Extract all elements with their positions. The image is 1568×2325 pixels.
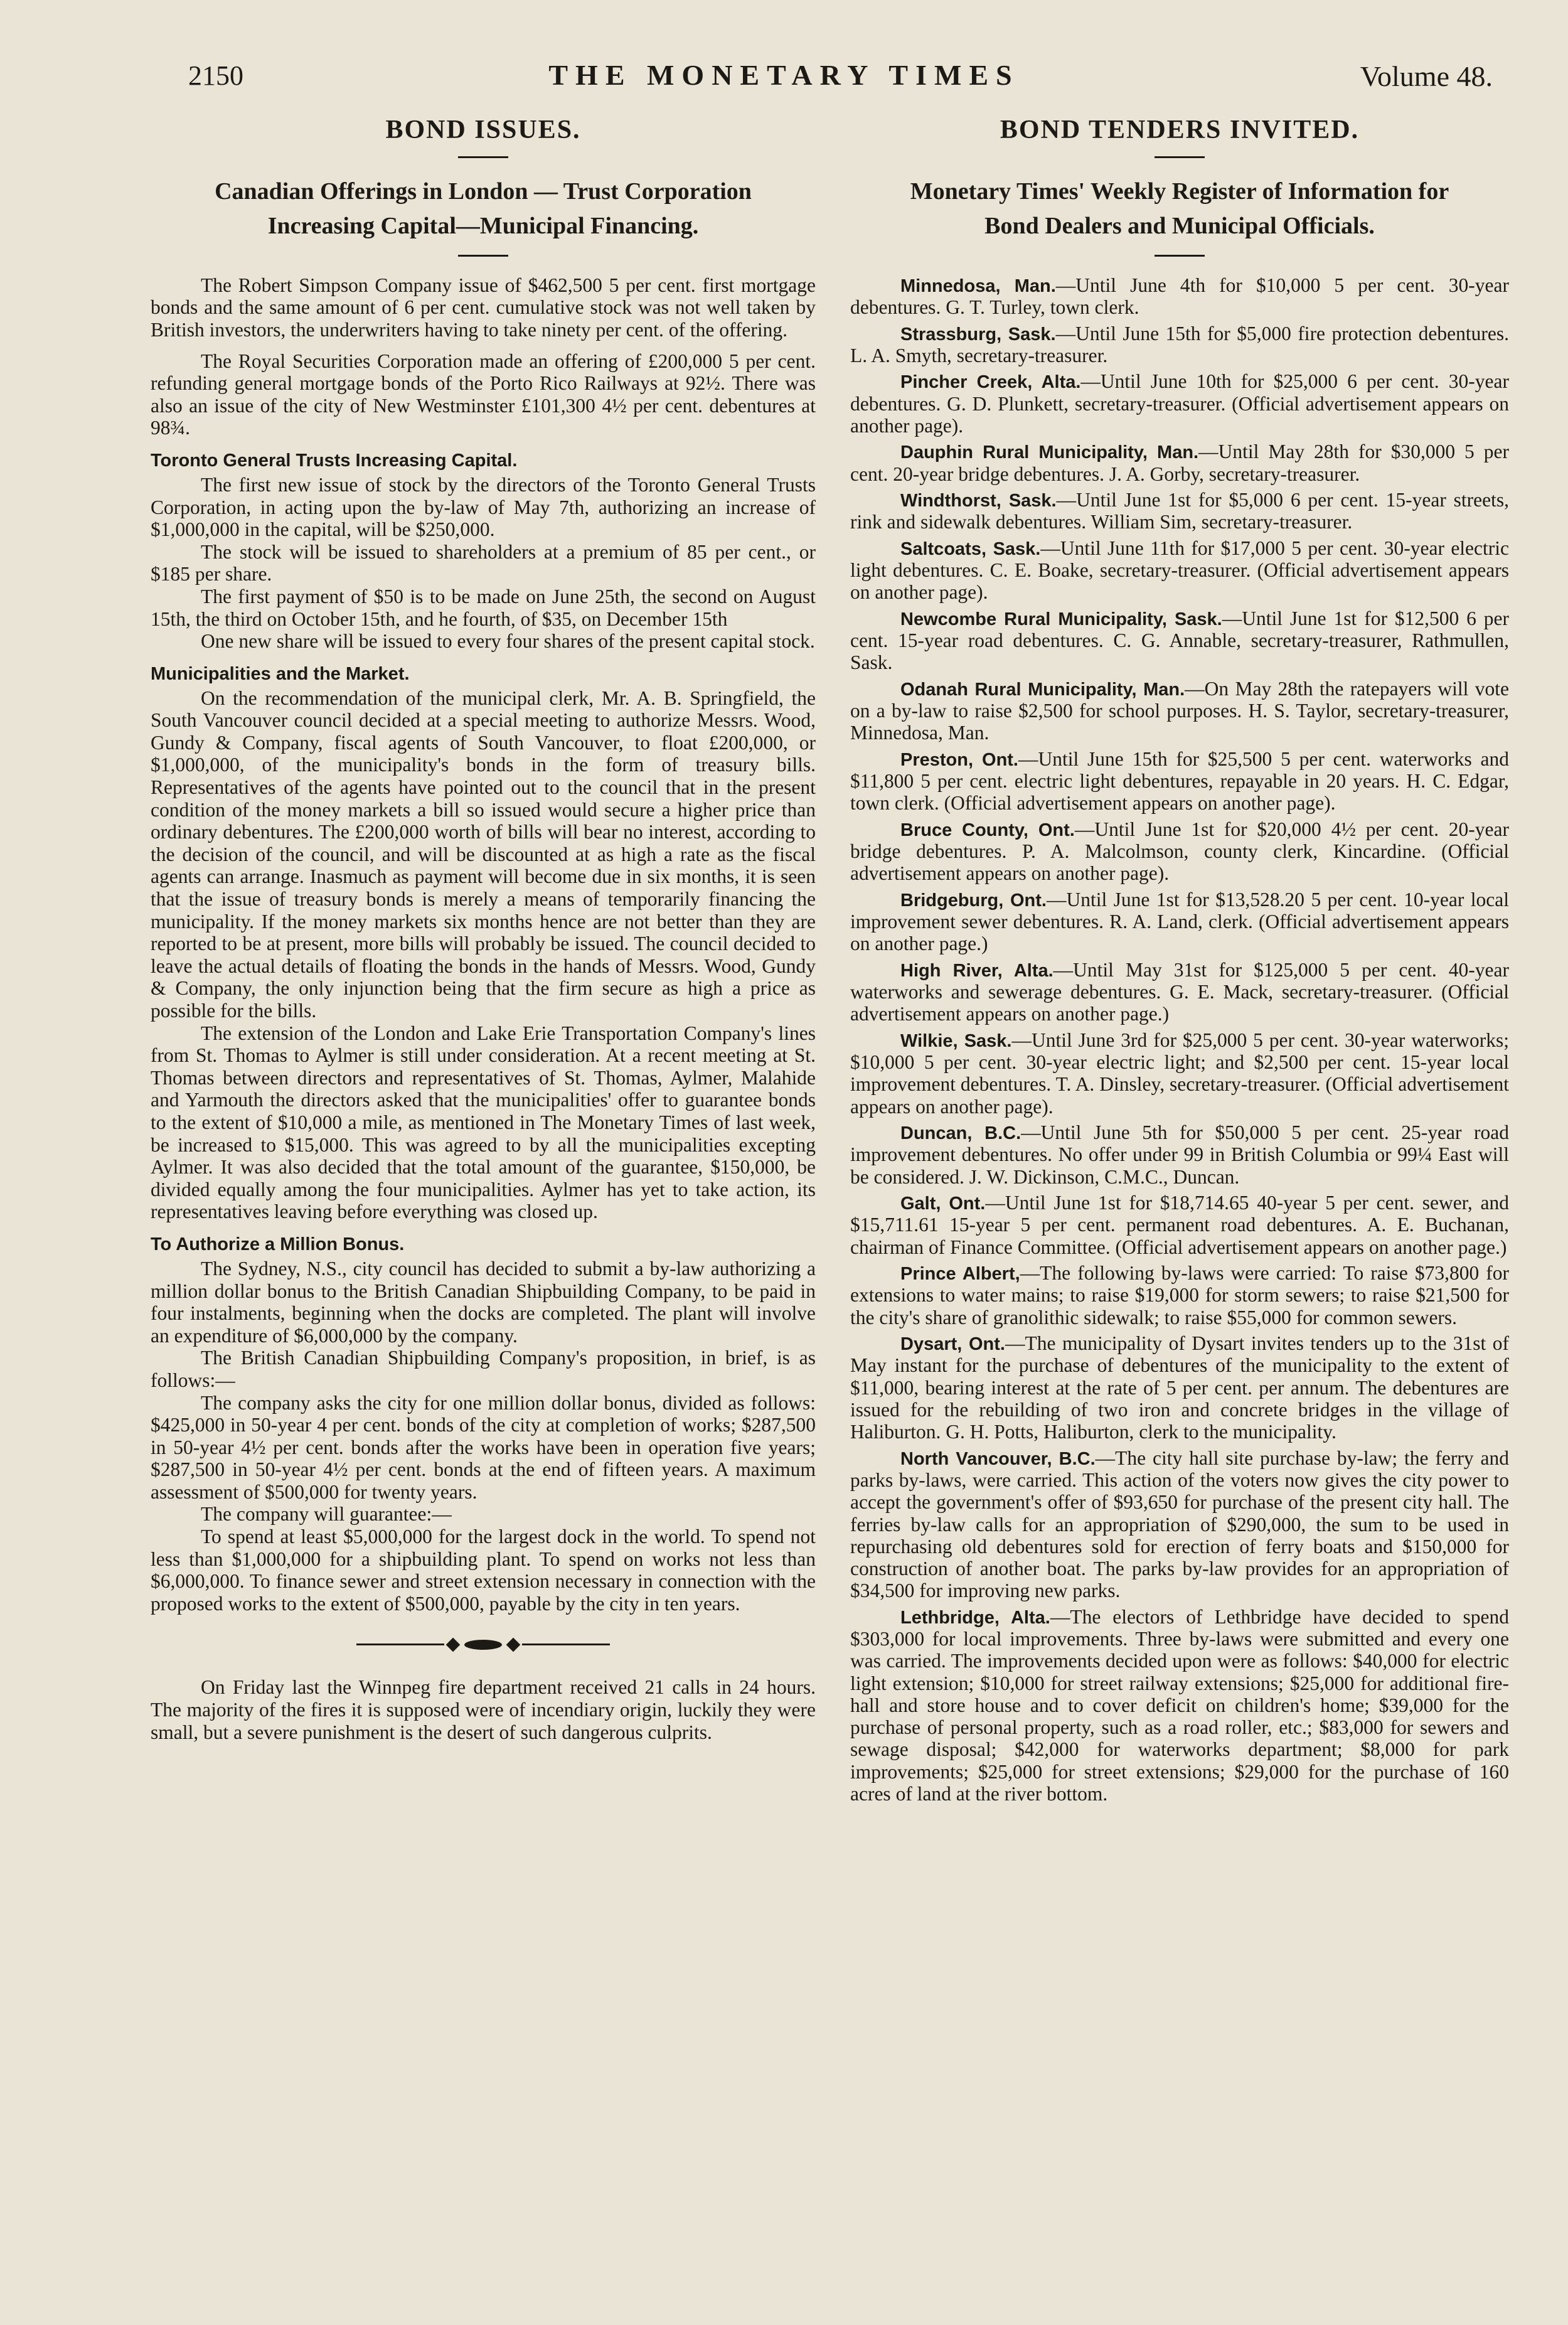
subhead-rule [458, 255, 508, 257]
heading-rule [458, 156, 508, 158]
bond-tenders-heading: BOND TENDERS INVITED. [1000, 115, 1360, 144]
closing-paragraph: On Friday last the Winnpeg fire department received 21 calls in 24 hours. The majority of the fires it is supposed were of incendiary origin, luckily they were small, but a severe punishment is the desert of such dangerous culprits. [151, 1676, 816, 1743]
tender-entry [850, 959, 1509, 1025]
bonus-paragraph: The company will guarantee:— [201, 1503, 452, 1526]
bond-issues-heading: BOND ISSUES. [385, 115, 581, 144]
volume-label: Volume 48. [1360, 60, 1493, 92]
million-bonus-heading: To Authorize a Million Bonus. [151, 1234, 405, 1254]
tender-place: Minnedosa, Man. [900, 275, 1056, 296]
tender-text: —Until May 31st for $125,000 5 per cent. 40-year waterworks and sewerage debentures. G. E. Mack, secretary-treasurer. (Official advertisement appears on another page.) [850, 958, 1509, 1025]
municipalities-paragraph: On the recommendation of the municipal clerk, Mr. A. B. Springfield, the South Vancouver council decided at a special meeting to authorize Messrs. Wood, Gundy & Company, fiscal agents of South Vancouver, to float £200,000, or $1,000,000, of the municipality's bonds in the form of treasury bills. Representatives of the agents have pointed out to the council that in the present condition of the money markets a bill so issued would secure a higher price than ordinary debentures. The £200,000 worth of bills will bear no interest, according to the decision of the council, and will be discounted at as high a rate as the fiscal agents can arrange. Inasmuch as payment will become due in six months, it is seen that the issue of treasury bonds is merely a means of temporarily financing the municipality. If the money markets six months hence are not better than they are reported to be at present, more bills will probably be issued. The council decided to leave the actual details of floating the bonds in the hands of Messrs. Wood, Gundy & Company, the only injunction being that the firm secure as high a price as possible for the bills. [151, 687, 816, 1022]
tender-entry [850, 537, 1509, 604]
tender-entry [850, 323, 1509, 367]
right-column [850, 113, 1509, 1809]
tender-place: Preston, Ont. [900, 749, 1018, 770]
tender-place: Lethbridge, Alta. [900, 1607, 1050, 1628]
tender-text: —Until June 5th for $50,000 5 per cent. 25-year road improvement debentures. No offer under 99 in British Columbia or 99¼ East will be considered. J. W. Dickinson, C.M.C., Duncan. [850, 1121, 1509, 1188]
right-subhead-line-2: Bond Dealers and Municipal Officials. [984, 212, 1375, 239]
tender-place: Newcombe Rural Municipality, Sask. [900, 609, 1222, 629]
toronto-paragraph: One new share will be issued to every four shares of the present capital stock. [201, 630, 815, 653]
tender-place: Wilkie, Sask. [900, 1030, 1012, 1051]
municipalities-paragraph: The extension of the London and Lake Erie Transportation Company's lines from St. Thomas to Aylmer is still under consideration. At a recent meeting at St. Thomas between directors and representatives of St. Thomas, Aylmer, Malahide and Yarmouth the directors asked that the municipalities' offer to guarantee bonds to the extent of $10,000 a mile, as mentioned in The Monetary Times of last week, be increased to $15,000. This was agreed to by all the municipalities excepting Aylmer. It was also decided that the total amount of the guarantee, $150,000, be divided equally among the four municipalities. Aylmer has yet to take action, its representatives leaving before everything was closed up. [151, 1022, 816, 1223]
tender-entry [850, 1192, 1509, 1258]
tender-entry [850, 1262, 1509, 1328]
tender-text: —Until June 1st for $20,000 4½ per cent. 20-year bridge debentures. P. A. Malcolmson, county clerk, Kincardine. (Official advertisement appears on another page). [850, 818, 1509, 885]
tender-text: —Until May 28th for $30,000 5 per cent. 20-year bridge debentures. J. A. Gorby, secretary-treasurer. [850, 441, 1509, 485]
intro-paragraph: The Royal Securities Corporation made an offering of £200,000 5 per cent. refunding general mortgage bonds of the Porto Rico Railways at 92½. There was also an issue of the city of New Westminster £101,300 4½ per cent. debentures at 98¾. [151, 350, 816, 439]
running-head [0, 60, 1568, 104]
tender-entry [850, 1121, 1509, 1188]
tender-entry [850, 274, 1509, 319]
page-number: 2150 [188, 60, 243, 91]
tender-text: —The city hall site purchase by-law; the ferry and parks by-laws, were carried. This action of the voters now gives the city power to accept the government's offer of $93,650 for purchase of the present city hall. The ferries by-law calls for an appropriation of $290,000, the sum to be used in repurchasing old debentures sold for erection of ferry boats and $150,000 for construction of another boat. The parks by-law provides for an appropriation of $34,500 for improving new parks. [850, 1446, 1509, 1602]
subhead-rule [1155, 255, 1205, 257]
tender-place: Odanah Rural Municipality, Man. [900, 679, 1185, 700]
tender-entry [850, 607, 1509, 674]
right-subhead-line-1: Monetary Times' Weekly Register of Information for [910, 178, 1449, 205]
toronto-paragraph: The stock will be issued to shareholders at a premium of 85 per cent., or $185 per share. [151, 540, 816, 585]
toronto-paragraph: The first new issue of stock by the directors of the Toronto General Trusts Corporation, in acting upon the by-law of May 7th, authorizing an increase of $1,000,000 in the capital, will be $250,000. [151, 473, 816, 541]
tender-entry [850, 489, 1509, 533]
bonus-paragraph: The company asks the city for one million dollar bonus, divided as follows: $425,000 in 50-year 4 per cent. bonds of the city at completion of works; $287,500 in 50-year 4½ per cent. bonds after the works have been in operation five years; $287,500 in 50-year 4½ per cent. bonds at the end of fifteen years. A maximum assessment of $500,000 for twenty years. [151, 1391, 816, 1503]
tender-text: —Until June 15th for $25,500 5 per cent. waterworks and $11,800 5 per cent. electric light debentures, repayable in 20 years. H. C. Edgar, town clerk. (Official advertisement appears on another page). [850, 747, 1509, 815]
tender-place: Bruce County, Ont. [900, 820, 1075, 840]
tender-entry [850, 370, 1509, 437]
journal-title: THE MONETARY TIMES [548, 59, 1020, 91]
ornamental-divider [151, 1632, 816, 1654]
tender-entry [850, 678, 1509, 744]
tender-entry [850, 889, 1509, 955]
tender-text: —Until June 1st for $18,714.65 40-year 5 per cent. sewer, and $15,711.61 15-year 5 per cent. permanent road debentures. A. E. Buchanan, chairman of Finance Committee. (Official advertisement appears on another page.) [850, 1191, 1509, 1258]
bonus-paragraph: The British Canadian Shipbuilding Company's proposition, in brief, is as follows:— [151, 1347, 816, 1391]
tender-place: High River, Alta. [900, 960, 1053, 981]
tender-place: Windthorst, Sask. [900, 490, 1057, 511]
tender-text: —Until June 11th for $17,000 5 per cent. 30-year electric light debentures. C. E. Boake, secretary-treasurer. (Official advertisement appears on another page). [850, 537, 1509, 604]
tender-place: Bridgeburg, Ont. [900, 890, 1047, 911]
bonus-paragraph: The Sydney, N.S., city council has decided to submit a by-law authorizing a million dollar bonus to the British Canadian Shipbuilding Company, to be paid in four instalments, beginning when the docks are completed. The plant will involve an expenditure of $6,000,000 by the company. [151, 1257, 816, 1347]
left-column [151, 113, 816, 1743]
tender-entry [850, 818, 1509, 885]
tender-text: —Until June 1st for $13,528.20 5 per cent. 10-year local improvement sewer debentures. R. A. Land, clerk. (Official advertisement appears on another page.) [850, 888, 1509, 955]
tender-text: —Until June 4th for $10,000 5 per cent. 30-year debentures. G. T. Turley, town clerk. [850, 274, 1509, 319]
tender-entry [850, 748, 1509, 815]
municipalities-heading: Municipalities and the Market. [151, 663, 410, 684]
tender-place: Strassburg, Sask. [900, 324, 1056, 345]
heading-rule [1155, 156, 1205, 158]
tender-place: Saltcoats, Sask. [900, 538, 1041, 559]
tender-place: Prince Albert, [900, 1263, 1020, 1284]
tender-place: Galt, Ont. [900, 1193, 986, 1214]
intro-paragraph: The Robert Simpson Company issue of $462,500 5 per cent. first mortgage bonds and the same amount of 6 per cent. cumulative stock was not well taken by British investors, the underwriters having to take ninety per cent. of the offering. [151, 274, 816, 341]
tender-text: —Until June 1st for $12,500 6 per cent. 15-year road debentures. C. G. Annable, secretary-treasurer, Rathmullen, Sask. [850, 607, 1509, 674]
tender-entry [850, 1606, 1509, 1805]
tender-text: —The electors of Lethbridge have decided to spend $303,000 for local improvements. Three by-laws were submitted and every one was carried. The improvements decided upon were as follows: $40,000 for electric light extension; $10,000 for street railway extensions; $25,000 for additional fire-hall and store house and to cover deficit on children's home; $39,000 for the purchase of personal property, such as a road roller, etc.; $83,000 for sewers and sewage disposal; $42,000 for waterworks department; $8,000 for park improvements; $25,000 for street extensions; $29,000 for the purchase of 160 acres of land at the river bottom. [850, 1605, 1509, 1805]
tender-place: North Vancouver, B.C. [900, 1448, 1096, 1469]
tender-entry [850, 1332, 1509, 1443]
toronto-paragraph: The first payment of $50 is to be made on June 25th, the second on August 15th, the third on October 15th, and he fourth, of $35, on December 15th [151, 585, 816, 630]
tender-text: —Until June 15th for $5,000 fire protection debentures. L. A. Smyth, secretary-treasurer. [850, 322, 1510, 366]
tender-text: —Until June 1st for $5,000 6 per cent. 15-year streets, rink and sidewalk debentures. William Sim, secretary-treasurer. [850, 488, 1509, 533]
tender-text: —On May 28th the ratepayers will vote on a by-law to raise $2,500 for school purposes. H. S. Taylor, secretary-treasurer, Minnedosa, Man. [850, 677, 1509, 744]
tender-place: Dauphin Rural Municipality, Man. [900, 442, 1199, 463]
tender-entry [850, 441, 1509, 485]
tender-entry [850, 1447, 1509, 1602]
tender-place: Duncan, B.C. [900, 1123, 1021, 1143]
tender-list [850, 274, 1509, 1805]
tender-text: —Until June 10th for $25,000 6 per cent. 30-year debentures. G. D. Plunkett, secretary-treasurer. (Official advertisement appears on another page). [850, 370, 1509, 437]
tender-place: Dysart, Ont. [900, 1334, 1005, 1354]
tender-text: —The municipality of Dysart invites tenders up to the 31st of May instant for the purchase of debentures of the municipality to the extent of $11,000, bearing interest at the rate of 5 per cent. per annum. The debentures are issued for the rebuilding of two iron and concrete bridges in the village of Haliburton. G. H. Potts, Haliburton, clerk to the municipality. [850, 1332, 1510, 1443]
tender-entry [850, 1029, 1509, 1118]
bonus-paragraph: To spend at least $5,000,000 for the largest dock in the world. To spend not less than $1,000,000 for a shipbuilding plant. To spend on works not less than $6,000,000. To finance sewer and street extension necessary in connection with the proposed works to the extent of $500,000, payable by the city in ten years. [151, 1526, 816, 1615]
tender-text: —Until June 3rd for $25,000 5 per cent. 30-year waterworks; $10,000 5 per cent. 30-year electric light; and $2,500 per cent. 15-year local improvement debentures. T. A. Dinsley, secretary-treasurer. (Official advertisement appears on another page). [850, 1029, 1509, 1118]
tender-text: —The following by-laws were carried: To raise $73,800 for extensions to water mains; to raise $19,000 for storm sewers; to raise $21,500 for the city's share of granolithic sidewalk; to raise $55,000 for common sewers. [850, 1261, 1509, 1328]
left-subhead-line-2: Increasing Capital—Municipal Financing. [267, 212, 699, 239]
tender-place: Pincher Creek, Alta. [900, 372, 1081, 393]
left-subhead-line-1: Canadian Offerings in London — Trust Corporation [215, 178, 752, 205]
toronto-trusts-heading: Toronto General Trusts Increasing Capital. [151, 450, 518, 471]
